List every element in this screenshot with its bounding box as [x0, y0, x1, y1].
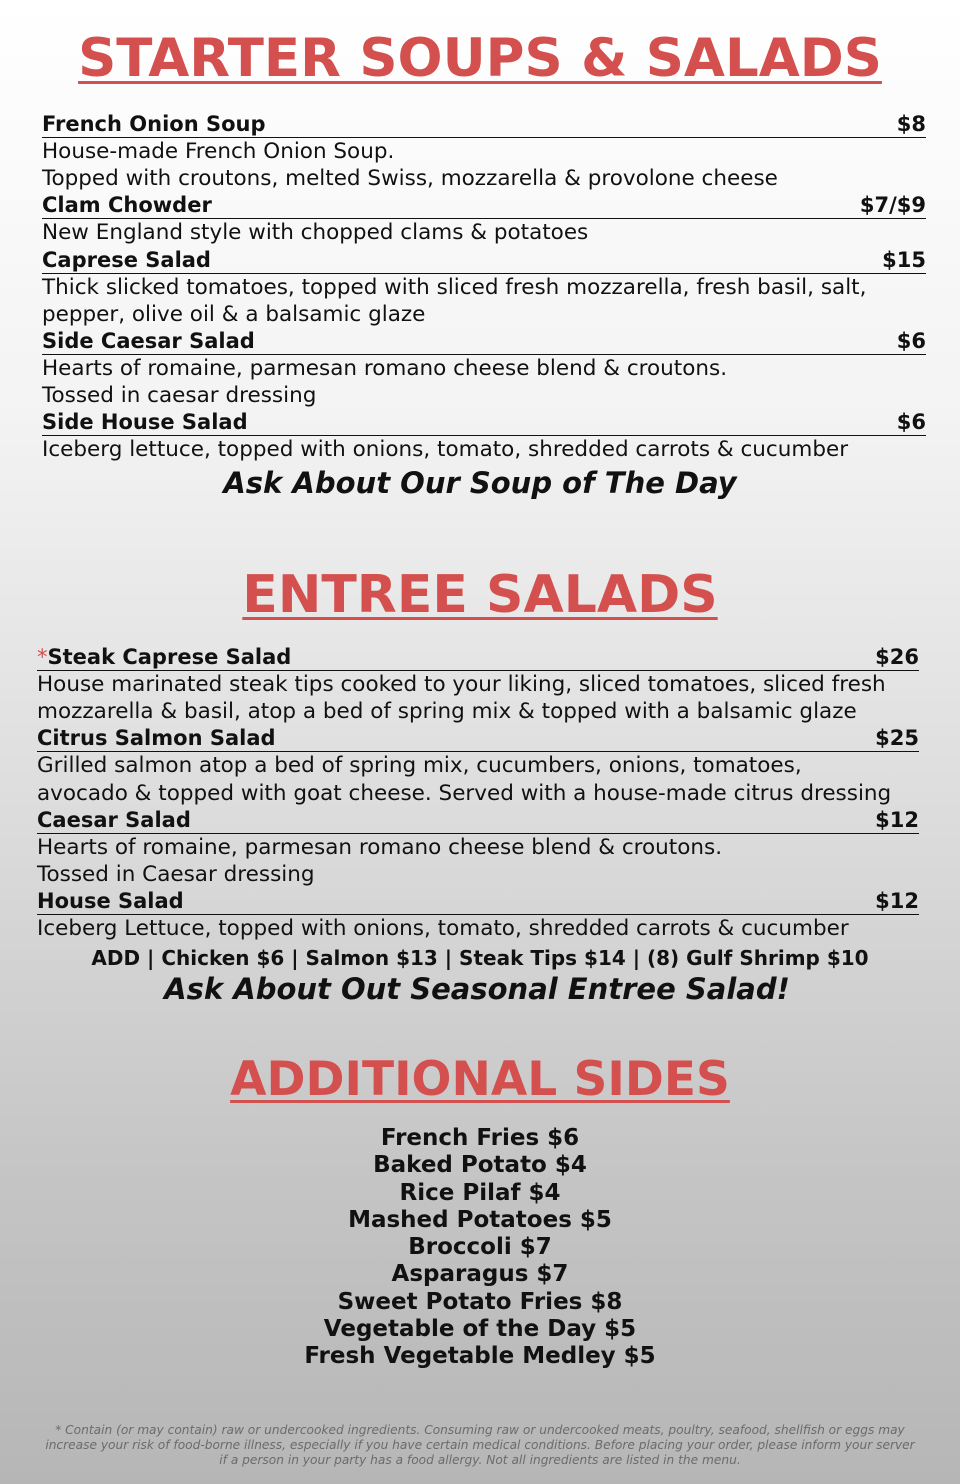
item-description: pepper, olive oil & a balsamic glaze: [42, 301, 426, 327]
item-description: Grilled salmon atop a bed of spring mix, cucumbers, onions, tomatoes,: [37, 753, 802, 779]
sides-list: [0, 1125, 960, 1371]
menu-item-header: [42, 111, 926, 138]
item-price: $25: [875, 726, 919, 751]
side-item: Broccoli $7: [408, 1234, 552, 1261]
side-item: Rice Pilaf $4: [399, 1179, 561, 1206]
menu-item-clam-chowder: [42, 192, 926, 246]
item-price: $26: [875, 645, 919, 669]
item-price: $7/$9: [859, 193, 926, 218]
menu-item-header: [37, 888, 919, 915]
protein-add-ons: ADD | Chicken $6 | Salmon $13 | Steak Tips $14 | (8) Gulf Shrimp $10: [91, 946, 869, 970]
item-name: Clam Chowder: [42, 193, 212, 218]
item-price: $6: [896, 329, 926, 354]
item-description: avocado & topped with goat cheese. Served with a house-made citrus dressing: [37, 780, 892, 806]
item-description: Iceberg lettuce, topped with onions, tomato, shredded carrots & cucumber: [42, 437, 849, 463]
menu-item-house-salad: [37, 888, 919, 942]
entree-menu-list: [37, 644, 919, 942]
menu-item-caprese-salad: [42, 247, 926, 328]
item-price: $8: [896, 112, 926, 136]
item-price: $15: [882, 247, 926, 272]
item-description: New England style with chopped clams & potatoes: [42, 220, 589, 246]
item-description: mozzarella & basil, atop a bed of spring mix & topped with a balsamic glaze: [37, 699, 857, 725]
sides-section-title: ADDITIONAL SIDES: [230, 1052, 730, 1107]
menu-item-side-caesar-salad: [42, 328, 926, 409]
menu-item-citrus-salmon-salad: [37, 725, 919, 806]
item-price: $6: [896, 410, 926, 435]
item-name: Side Caesar Salad: [42, 329, 255, 354]
menu-item-header: [37, 807, 919, 834]
item-price: $12: [875, 807, 919, 832]
side-item: Sweet Potato Fries $8: [337, 1288, 623, 1315]
item-name: Citrus Salmon Salad: [37, 726, 276, 751]
item-description: Hearts of romaine, parmesan romano cheese blend & croutons.: [37, 834, 723, 860]
side-item: Vegetable of the Day $5: [323, 1316, 637, 1343]
menu-item-header: [37, 644, 919, 671]
menu-item-header: [42, 247, 926, 274]
menu-item-steak-caprese-salad: [37, 644, 919, 725]
seasonal-salad-callout: Ask About Out Seasonal Entree Salad!: [164, 972, 790, 1006]
side-item: French Fries $6: [380, 1125, 580, 1151]
item-name: French Onion Soup: [42, 112, 266, 136]
side-item: Asparagus $7: [391, 1261, 569, 1288]
menu-item-header: [42, 409, 926, 436]
item-description: Hearts of romaine, parmesan romano cheese blend & croutons.: [42, 356, 728, 382]
item-description: Iceberg Lettuce, topped with onions, tomato, shredded carrots & cucumber: [37, 916, 849, 942]
item-price: $12: [875, 889, 919, 914]
starter-section-title: STARTER SOUPS & SALADS: [78, 28, 882, 89]
menu-item-header: [42, 328, 926, 355]
item-description: Thick slicked tomatoes, topped with sliced fresh mozzarella, fresh basil, salt,: [42, 274, 867, 300]
item-description: House-made French Onion Soup.: [42, 139, 395, 164]
item-description: House marinated steak tips cooked to your liking, sliced tomatoes, sliced fresh: [37, 672, 886, 697]
soup-of-the-day-callout: Ask About Our Soup of The Day: [223, 466, 737, 500]
item-name-text: Steak Caprese Salad: [47, 645, 292, 669]
menu-item-french-onion-soup: [42, 111, 926, 192]
menu-item-caesar-salad: [37, 807, 919, 888]
menu-item-header: [42, 192, 926, 219]
food-safety-disclaimer: * Contain (or may contain) raw or undercooked ingredients. Consuming raw or undercooked meats, poultry, seafood, shellfish or eggs may increase your risk of food-borne illness, especially if you have certain medical conditions. Before placing your order, please inform your server if a person in your party has a food allergy. Not all ingredients are listed in the menu.: [45, 1423, 915, 1467]
menu-item-side-house-salad: [42, 409, 926, 463]
raw-ingredient-marker: *: [37, 645, 48, 669]
side-item: Mashed Potatoes $5: [348, 1206, 612, 1233]
item-name: [37, 644, 291, 670]
side-item: Baked Potato $4: [373, 1152, 587, 1179]
side-item: Fresh Vegetable Medley $5: [304, 1343, 656, 1370]
item-description: Tossed in caesar dressing: [42, 383, 317, 409]
item-description: Topped with croutons, melted Swiss, mozzarella & provolone cheese: [42, 166, 778, 192]
item-name: Caprese Salad: [42, 247, 211, 272]
entree-section-title: ENTREE SALADS: [242, 565, 718, 625]
item-name: Caesar Salad: [37, 807, 191, 832]
item-description: Tossed in Caesar dressing: [37, 862, 315, 888]
menu-item-header: [37, 725, 919, 752]
starter-menu-list: [42, 111, 926, 464]
item-name: Side House Salad: [42, 410, 248, 435]
item-name: House Salad: [37, 889, 184, 914]
